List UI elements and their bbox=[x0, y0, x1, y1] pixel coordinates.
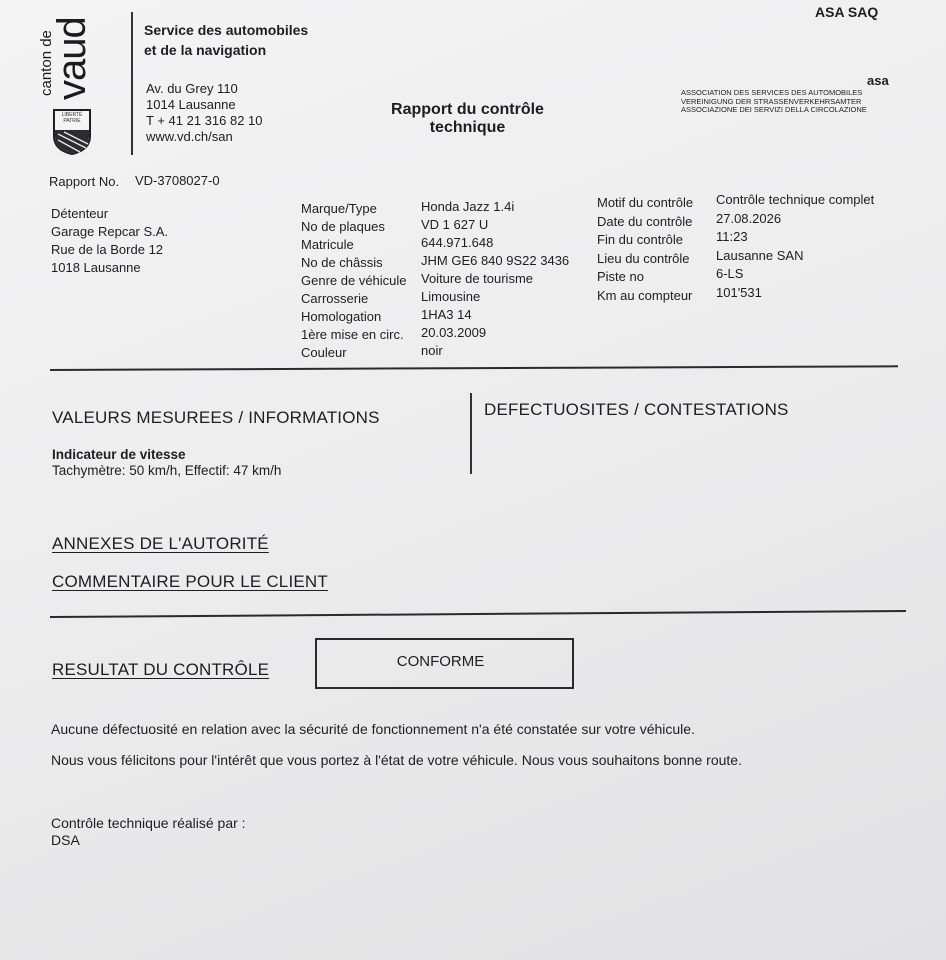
result-box bbox=[315, 638, 574, 689]
control-label: Motif du contrôle bbox=[597, 195, 694, 210]
vehicle-value: JHM GE6 840 9S22 3436 bbox=[421, 253, 570, 268]
service-address bbox=[146, 81, 263, 145]
control-labels bbox=[597, 194, 693, 305]
control-value: Contrôle technique complet bbox=[716, 192, 875, 207]
motto-patrie: PATRIE bbox=[63, 118, 81, 124]
address-phone: T + 41 21 316 82 10 bbox=[146, 113, 263, 128]
measure-item-text: Tachymètre: 50 km/h, Effectif: 47 km/h bbox=[52, 463, 282, 478]
logo-vaud-text: vaud bbox=[50, 17, 94, 100]
control-label: Piste no bbox=[597, 269, 644, 284]
vehicle-value: Voiture de tourisme bbox=[421, 271, 534, 286]
result-value: CONFORME bbox=[396, 653, 485, 670]
control-value: 6-LS bbox=[716, 266, 744, 281]
report-number-value: VD-3708027-0 bbox=[135, 173, 220, 188]
vehicle-label: Homologation bbox=[301, 309, 382, 324]
vehicle-label: Genre de véhicule bbox=[301, 273, 407, 288]
vehicle-value: Limousine bbox=[421, 289, 481, 304]
holder-name: Garage Repcar S.A. bbox=[51, 224, 169, 239]
address-street: Av. du Grey 110 bbox=[146, 81, 238, 96]
vehicle-label: Marque/Type bbox=[301, 201, 377, 216]
control-label: Lieu du contrôle bbox=[597, 250, 690, 266]
holder-block bbox=[51, 205, 168, 277]
address-city: 1014 Lausanne bbox=[146, 97, 236, 112]
vehicle-label: Matricule bbox=[301, 237, 354, 252]
result-label: RESULTAT DU CONTRÔLE bbox=[52, 660, 270, 679]
vehicle-value: noir bbox=[421, 343, 443, 358]
title-line-2: technique bbox=[429, 119, 506, 136]
control-value: 27.08.2026 bbox=[716, 210, 782, 226]
vehicle-label: No de châssis bbox=[301, 255, 383, 270]
association-it: ASSOCIAZIONE DEI SERVIZI DELLA CIRCOLAZIONE bbox=[681, 105, 867, 114]
vehicle-value: VD 1 627 U bbox=[421, 217, 489, 232]
vehicle-label: Couleur bbox=[301, 345, 347, 360]
vehicle-value: 1HA3 14 bbox=[421, 307, 472, 322]
control-value: 11:23 bbox=[716, 229, 748, 244]
vehicle-label: 1ère mise en circ. bbox=[301, 327, 404, 342]
message-safety: Aucune défectuosité en relation avec la sécurité de fonctionnement n'a été constatée sur votre véhicule. bbox=[51, 721, 695, 737]
measure-item-title: Indicateur de vitesse bbox=[52, 447, 186, 462]
association-de: VEREINIGUNG DER STRASSENVERKEHRSAMTER bbox=[681, 96, 862, 106]
association-fr: ASSOCIATION DES SERVICES DES AUTOMOBILES bbox=[681, 88, 863, 97]
title-line-1: Rapport du contrôle bbox=[391, 101, 544, 118]
asa-logo-text: asa bbox=[867, 73, 889, 88]
service-line-1: Service des automobiles bbox=[144, 22, 309, 38]
measures-heading: VALEURS MESUREES / INFORMATIONS bbox=[52, 408, 380, 427]
control-values bbox=[716, 191, 874, 302]
section-divider bbox=[470, 393, 472, 474]
divider-top bbox=[50, 365, 898, 371]
shield-motto bbox=[56, 112, 88, 124]
vehicle-value: 20.03.2009 bbox=[421, 325, 487, 340]
control-label: Date du contrôle bbox=[597, 213, 693, 229]
holder-label: Détenteur bbox=[51, 206, 109, 221]
vaud-logo bbox=[14, 10, 114, 122]
control-value: Lausanne SAN bbox=[716, 247, 804, 263]
vehicle-label: No de plaques bbox=[301, 219, 385, 234]
address-web: www.vd.ch/san bbox=[146, 129, 233, 144]
vehicle-label: Carrosserie bbox=[301, 291, 369, 306]
inspector-label: Contrôle technique réalisé par : bbox=[51, 815, 246, 831]
defects-heading: DEFECTUOSITES / CONTESTATIONS bbox=[484, 400, 789, 419]
header-divider bbox=[131, 12, 133, 155]
holder-street: Rue de la Borde 12 bbox=[51, 242, 164, 257]
holder-city: 1018 Lausanne bbox=[51, 260, 141, 275]
service-name bbox=[144, 20, 308, 60]
report-number-label: Rapport No. bbox=[49, 174, 120, 189]
message-congrats: Nous vous félicitons pour l'intérêt que vous portez à l'état de votre véhicule. Nous vous souhaitons bonne route. bbox=[51, 752, 742, 768]
motto-liberte: LIBERTÉ bbox=[61, 112, 83, 118]
annexes-heading: ANNEXES DE L'AUTORITÉ bbox=[52, 534, 269, 553]
vehicle-value: 644.971.648 bbox=[421, 235, 494, 250]
service-line-2: et de la navigation bbox=[144, 42, 267, 58]
control-value: 101'531 bbox=[716, 284, 762, 300]
vehicle-labels bbox=[301, 200, 407, 362]
document-title bbox=[370, 101, 565, 137]
logo-canton-text: canton de bbox=[38, 30, 55, 96]
control-label: Fin du contrôle bbox=[597, 232, 683, 247]
comment-heading: COMMENTAIRE POUR LE CLIENT bbox=[52, 572, 328, 591]
inspector-value: DSA bbox=[51, 832, 80, 848]
asa-saq-label: ASA SAQ bbox=[815, 4, 879, 20]
vehicle-values bbox=[421, 198, 569, 360]
divider-bottom bbox=[50, 610, 906, 618]
asa-association bbox=[681, 89, 867, 115]
vehicle-value: Honda Jazz 1.4i bbox=[421, 199, 515, 214]
control-label: Km au compteur bbox=[597, 287, 693, 303]
